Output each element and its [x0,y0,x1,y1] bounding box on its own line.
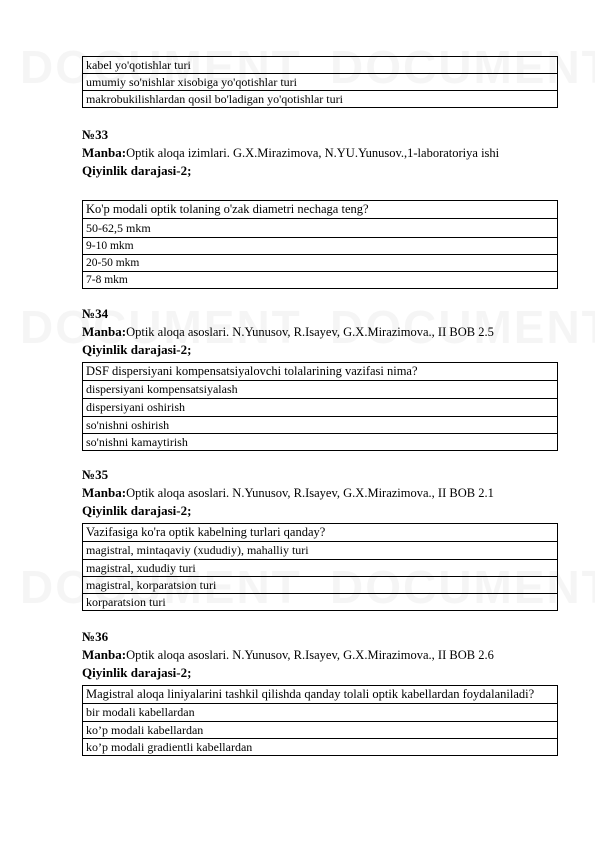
question-text: Ko'p modali optik tolaning o'zak diametri nechaga teng? [83,201,558,219]
source-text: Optik aloqa asoslari. N.Yunusov, R.Isayev, G.X.Mirazimova., II BOB 2.1 [126,486,494,500]
answer-row [83,74,558,91]
question-text: Magistral aloqa liniyalarini tashkil qilishda qanday tolali optik kabellardan foydalaniladi? [83,686,558,704]
answer-option: magistral, xududiy turi [83,560,558,577]
answer-row [83,542,558,560]
answer-option: makrobukilishlardan qosil bo'ladigan yo'qotishlar turi [83,91,558,108]
answer-row [83,219,558,238]
question-row [83,524,558,542]
answer-row [83,272,558,289]
question-header-36 [82,628,558,681]
answer-option: so'nishni kamaytirish [83,434,558,451]
question-source [82,484,558,502]
answer-row [83,57,558,74]
answer-option: magistral, korparatsion turi [83,577,558,594]
answer-option: 9-10 mkm [83,238,558,255]
source-label: Manba: [82,324,127,339]
question-table-34 [82,362,558,451]
answer-option: dispersiyani oshirish [83,399,558,417]
source-label: Manba: [82,485,127,500]
answer-row [83,722,558,739]
answer-option: kabel yo'qotishlar turi [83,57,558,74]
source-text: Optik aloqa asoslari. N.Yunusov, R.Isayev, G.X.Mirazimova., II BOB 2.6 [126,648,494,662]
difficulty-level: Qiyinlik darajasi-2; [82,665,192,680]
answer-option: ko’p modali gradientli kabellardan [83,739,558,756]
question-source [82,646,558,664]
answer-row [83,255,558,272]
answer-row [83,381,558,399]
answer-option: 20-50 mkm [83,255,558,272]
answer-option: dispersiyani kompensatsiyalash [83,381,558,399]
question-header-35 [82,466,558,519]
answer-row [83,434,558,451]
source-text: Optik aloqa asoslari. N.Yunusov, R.Isayev, G.X.Mirazimova., II BOB 2.5 [126,325,494,339]
question-number: №34 [82,306,109,321]
answer-table-prev [82,56,558,108]
answer-option: magistral, mintaqaviy (xududiy), mahalliy turi [83,542,558,560]
question-number: №33 [82,127,109,142]
answer-row [83,560,558,577]
question-number: №36 [82,629,109,644]
difficulty-level: Qiyinlik darajasi-2; [82,163,192,178]
question-text: Vazifasiga ko'ra optik kabelning turlari qanday? [83,524,558,542]
source-label: Manba: [82,647,127,662]
answer-option: ko’p modali kabellardan [83,722,558,739]
difficulty-level: Qiyinlik darajasi-2; [82,503,192,518]
question-source [82,144,558,162]
question-header-34 [82,305,558,358]
answer-row [83,577,558,594]
answer-row [83,91,558,108]
answer-row [83,417,558,434]
question-source [82,323,558,341]
answer-row [83,399,558,417]
question-text: DSF dispersiyani kompensatsiyalovchi tolalarining vazifasi nima? [83,363,558,381]
question-header-33 [82,126,558,179]
answer-option: so'nishni oshirish [83,417,558,434]
answer-option: umumiy so'nishlar xisobiga yo'qotishlar turi [83,74,558,91]
difficulty-level: Qiyinlik darajasi-2; [82,342,192,357]
answer-option: korparatsion turi [83,594,558,611]
question-row [83,363,558,381]
answer-row [83,238,558,255]
source-label: Manba: [82,145,127,160]
question-table-36 [82,685,558,756]
answer-row [83,704,558,722]
answer-option: 50-62,5 mkm [83,219,558,238]
source-text: Optik aloqa izimlari. G.X.Mirazimova, N.YU.Yunusov.,1-laboratoriya ishi [126,146,500,160]
answer-row [83,594,558,611]
question-row [83,201,558,219]
question-table-35 [82,523,558,611]
question-table-33 [82,200,558,289]
question-number: №35 [82,467,109,482]
answer-option: 7-8 mkm [83,272,558,289]
answer-option: bir modali kabellardan [83,704,558,722]
question-row [83,686,558,704]
answer-row [83,739,558,756]
